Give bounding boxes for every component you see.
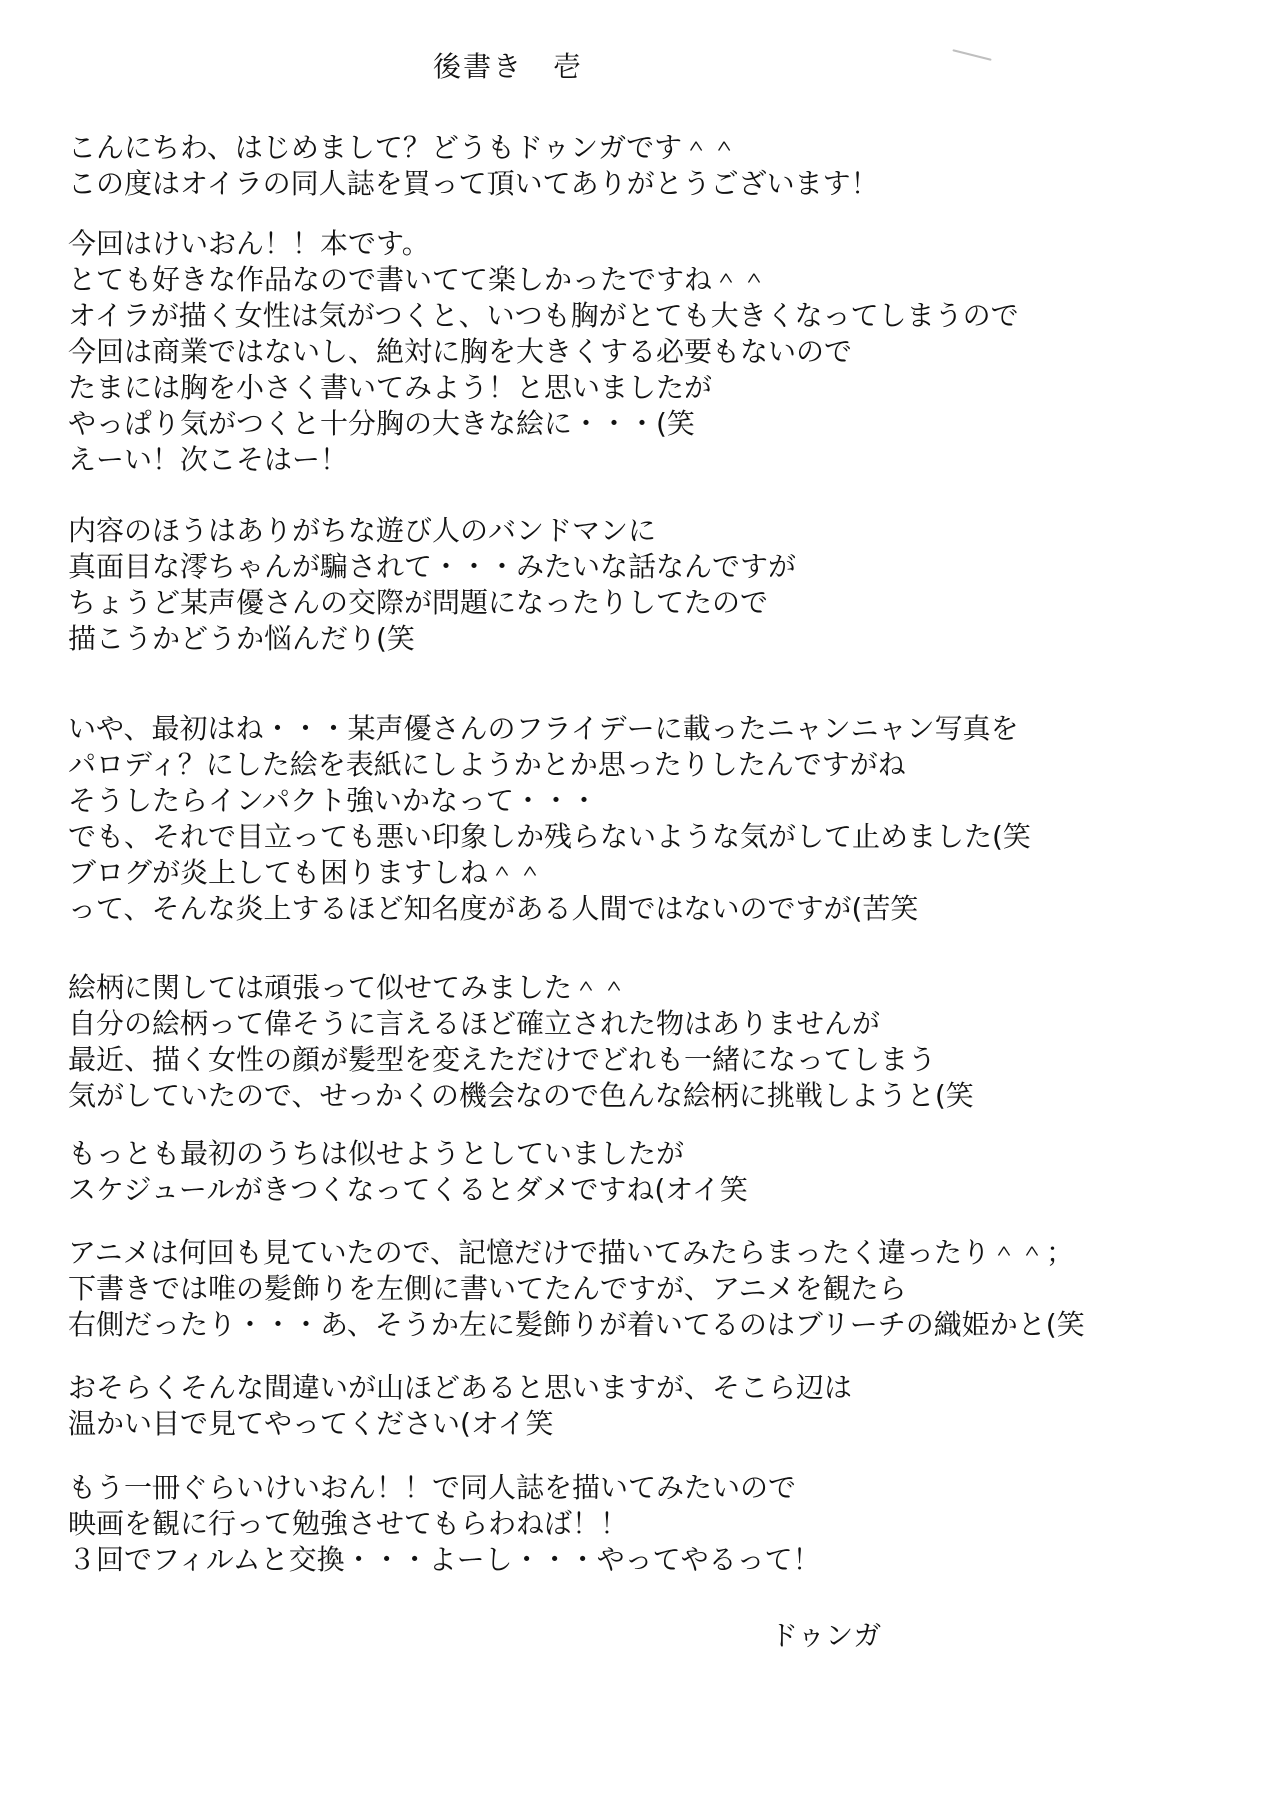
text-line: 映画を観に行って勉強させてもらわねば！！ [68,1507,629,1540]
text-line: おそらくそんな間違いが山ほどあると思いますが、そこら辺は [68,1371,853,1404]
text-line: この度はオイラの同人誌を買って頂いてありがとうございます！ [68,167,879,200]
text-line: こんにちわ、はじめまして？どうもドゥンガです＾＾ [68,131,739,164]
text-line: ブログが炎上しても困りますしね＾＾ [68,856,545,889]
paragraph [68,711,1280,927]
text-line: 右側だったり・・・あ、そうか左に髪飾りが着いてるのはブリーチの織姫かと(笑 [68,1308,1085,1341]
text-line: そうしたらインパクト強いかなって・・・ [68,784,599,817]
text-line: たまには胸を小さく書いてみよう！と思いましたが [68,371,713,404]
text-line: ３回でフィルムと交換・・・よーし・・・やってやるって！ [68,1543,821,1576]
paragraph [68,1470,1280,1578]
paragraph [68,226,1280,478]
text-line: スケジュールがきつくなってくるとダメですね(オイ笑 [68,1173,748,1206]
text-line: 内容のほうはありがちな遊び人のバンドマンに [68,514,657,547]
text-line: でも、それで目立っても悪い印象しか残らないような気がして止めました(笑 [68,820,1031,853]
text-line: やっぱり気がつくと十分胸の大きな絵に・・・(笑 [68,407,695,440]
text-line: もう一冊ぐらいけいおん！！で同人誌を描いてみたいので [68,1471,797,1504]
text-line: 今回はけいおん！！本です。 [68,227,430,260]
text-line: 真面目な澪ちゃんが騙されて・・・みたいな話なんですが [68,550,797,583]
text-line: 今回は商業ではないし、絶対に胸を大きくする必要もないので [68,335,853,368]
text-line: ちょうど某声優さんの交際が問題になったりしてたので [68,586,769,619]
text-line: とても好きな作品なので書いてて楽しかったですね＾＾ [68,263,769,296]
text-line: いや、最初はね・・・某声優さんのフライデーに載ったニャンニャン写真を [68,712,1019,745]
paragraph [68,130,1280,202]
text-line: 最近、描く女性の顔が髪型を変えただけでどれも一緒になってしまう [68,1043,937,1076]
paragraph [68,970,1280,1114]
text-line: アニメは何回も見ていたので、記憶だけで描いてみたらまったく違ったり＾＾； [68,1236,1075,1269]
paragraph [68,1235,1280,1343]
text-line: って、そんな炎上するほど知名度がある人間ではないのですが(苦笑 [68,892,919,925]
text-line: 気がしていたので、せっかくの機会なので色んな絵柄に挑戦しようと(笑 [68,1079,974,1112]
page-title: 後書き 壱 [432,50,583,83]
text-line: パロディ？にした絵を表紙にしようかとか思ったりしたんですがね [68,748,906,781]
text-line: 温かい目で見てやってください(オイ笑 [68,1407,554,1440]
text-line: 自分の絵柄って偉そうに言えるほど確立された物はありませんが [68,1007,881,1040]
paragraph [68,1370,1280,1442]
text-line: 下書きでは唯の髪飾りを左側に書いてたんですが、アニメを観たら [68,1272,907,1305]
text-line: オイラが描く女性は気がつくと、いつも胸がとても大きくなってしまうので [68,299,1019,332]
author-signature: ドゥンガ [770,1619,882,1652]
paragraph [68,513,1280,657]
text-line: 描こうかどうか悩んだり(笑 [68,622,415,655]
paragraph [68,1136,1280,1208]
text-line: もっとも最初のうちは似せようとしていましたが [68,1137,685,1170]
text-line: えーい！次こそはー！ [68,443,349,476]
text-line: 絵柄に関しては頑張って似せてみました＾＾ [68,971,629,1004]
